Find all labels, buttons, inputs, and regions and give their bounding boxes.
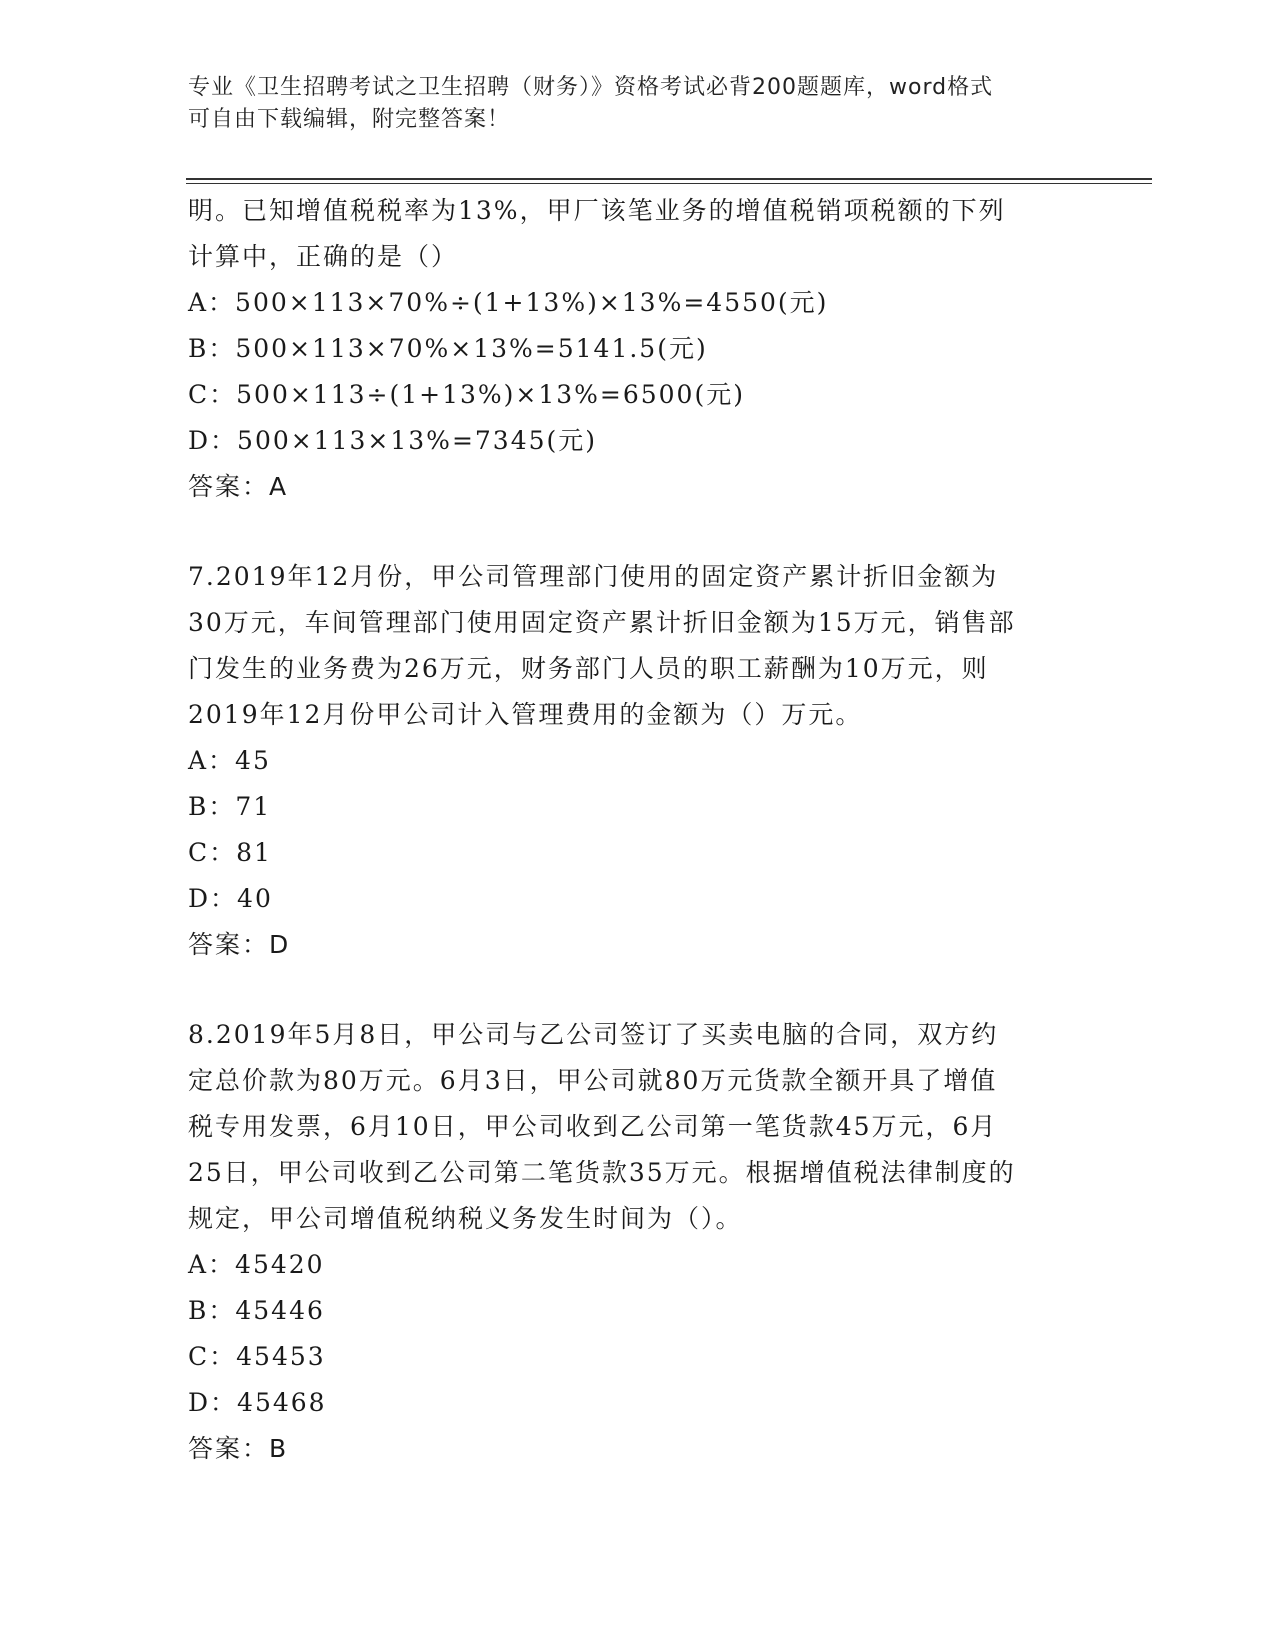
- document-header: [188, 72, 1088, 136]
- question-8: [188, 1012, 1088, 1472]
- question-stem-line: 规定，甲公司增值税纳税义务发生时间为（）。: [188, 1204, 743, 1233]
- option-c: C：81: [188, 838, 272, 867]
- question-stem-line: 门发生的业务费为26万元，财务部门人员的职工薪酬为10万元，则: [188, 654, 989, 683]
- header-divider-thin: [186, 183, 1152, 184]
- option-b: B：45446: [188, 1296, 325, 1325]
- option-a: A：500×113×70%÷(1+13%)×13%=4550(元): [188, 288, 829, 317]
- header-divider-thick: [186, 178, 1152, 180]
- option-d: D：500×113×13%=7345(元): [188, 426, 598, 455]
- question-content: [188, 188, 1088, 1472]
- question-stem-line: 税专用发票，6月10日，甲公司收到乙公司第一笔货款45万元，6月: [188, 1112, 998, 1141]
- question-stem-line: 8.2019年5月8日，甲公司与乙公司签订了买卖电脑的合同，双方约: [188, 1020, 999, 1049]
- answer-line: 答案：B: [188, 1434, 289, 1463]
- option-a: A：45420: [188, 1250, 325, 1279]
- question-7: [188, 554, 1088, 968]
- option-c: C：45453: [188, 1342, 326, 1371]
- option-b: B：71: [188, 792, 272, 821]
- option-d: D：40: [188, 884, 273, 913]
- question-stem-line: 2019年12月份甲公司计入管理费用的金额为（）万元。: [188, 700, 863, 729]
- option-b: B：500×113×70%×13%=5141.5(元): [188, 334, 708, 363]
- question-stem-line: 计算中，正确的是（）: [188, 242, 459, 271]
- question-stem-line: 30万元，车间管理部门使用固定资产累计折旧金额为15万元，销售部: [188, 608, 1016, 637]
- question-stem-line: 25日，甲公司收到乙公司第二笔货款35万元。根据增值税法律制度的: [188, 1158, 1016, 1187]
- question-stem-line: 7.2019年12月份，甲公司管理部门使用的固定资产累计折旧金额为: [188, 562, 999, 591]
- option-d: D：45468: [188, 1388, 327, 1417]
- question-stem-line: 明。已知增值税税率为13%，甲厂该笔业务的增值税销项税额的下列: [188, 196, 1006, 225]
- header-line-1: 专业《卫生招聘考试之卫生招聘（财务）》资格考试必背200题题库，word格式: [188, 75, 994, 100]
- answer-line: 答案：A: [188, 472, 289, 501]
- answer-line: 答案：D: [188, 930, 291, 959]
- option-a: A：45: [188, 746, 271, 775]
- option-c: C：500×113÷(1+13%)×13%=6500(元): [188, 380, 745, 409]
- question-stem-line: 定总价款为80万元。6月3日，甲公司就80万元货款全额开具了增值: [188, 1066, 998, 1095]
- header-line-2: 可自由下载编辑，附完整答案！: [188, 107, 511, 132]
- question-6: [188, 188, 1088, 510]
